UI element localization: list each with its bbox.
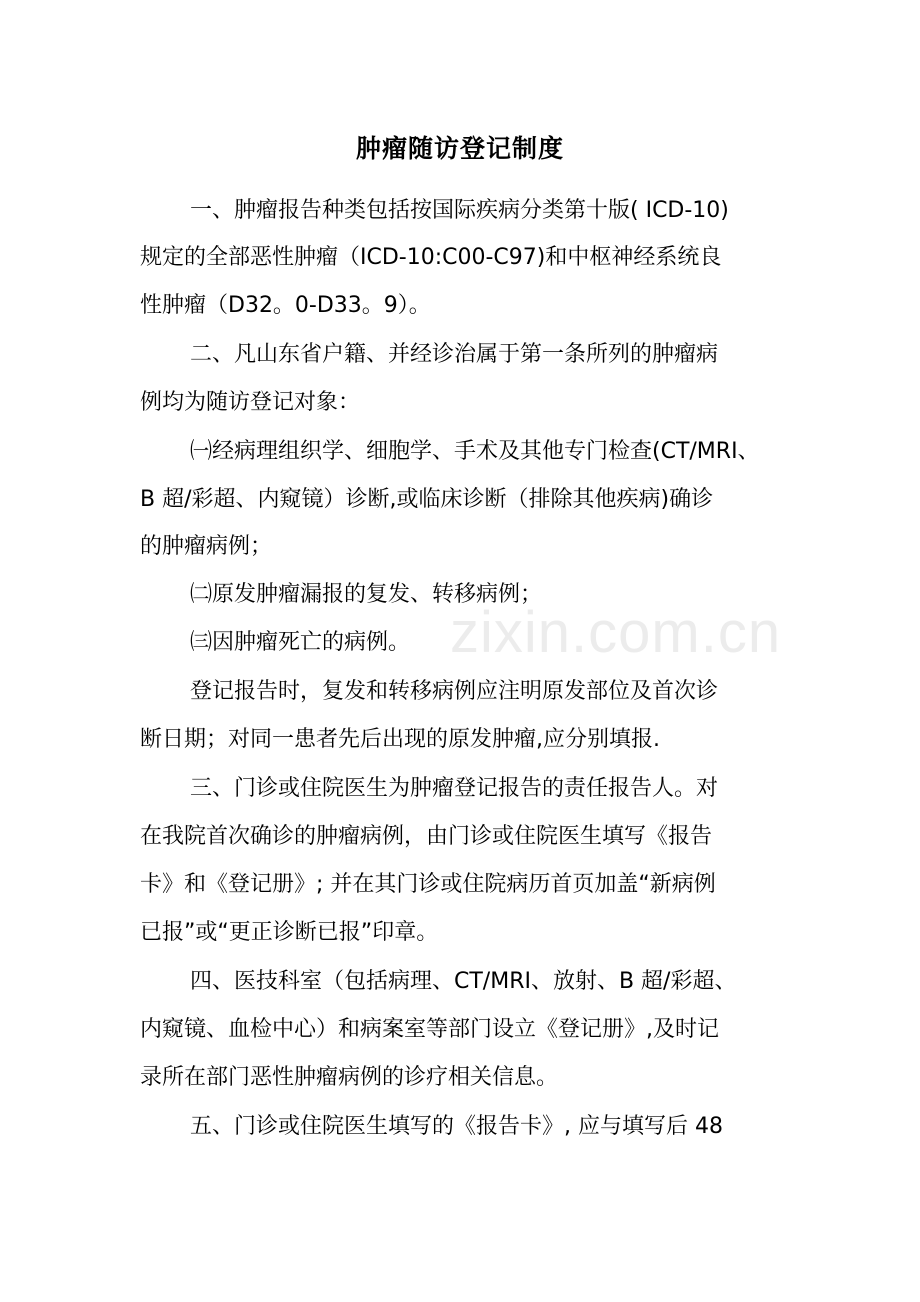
item-1-line-2: B 超/彩超、内窥镜）诊断,或临床诊断（排除其他疾病)确诊 (140, 487, 714, 512)
paragraph-4-line-3: 录所在部门恶性肿瘤病例的诊疗相关信息。 (140, 1065, 559, 1090)
paragraph-2-line-1: 二、凡山东省户籍、并经诊治属于第一条所列的肿瘤病 (190, 342, 719, 367)
item-3-line-1: ㈢因肿瘤死亡的病例。 (190, 630, 411, 655)
paragraph-1-line-3: 性肿瘤（D32。0-D33。9）。 (140, 293, 431, 318)
paragraph-5-line-1: 五、门诊或住院医生填写的《报告卡》, 应与填写后 48 (190, 1114, 723, 1139)
paragraph-3-line-2: 在我院首次确诊的肿瘤病例，由门诊或住院医生填写《报告 (140, 824, 713, 849)
item-1-line-1: ㈠经病理组织学、细胞学、手术及其他专门检查(CT/MRI、 (190, 439, 760, 464)
paragraph-1-line-1: 一、肿瘤报告种类包括按国际疾病分类第十版( ICD-10) (190, 198, 729, 223)
paragraph-3-line-4: 已报”或“更正诊断已报”印章。 (140, 920, 439, 945)
item-1-line-3: 的肿瘤病例； (140, 534, 273, 559)
paragraph-3-line-3: 卡》和《登记册》; 并在其门诊或住院病历首页加盖“新病例 (140, 872, 716, 897)
paragraph-3-line-1: 三、门诊或住院医生为肿瘤登记报告的责任报告人。对 (190, 776, 719, 801)
paragraph-1-line-2: 规定的全部恶性肿瘤（ICD-10:C00-C97)和中枢神经系统良 (140, 245, 722, 270)
document-title: 肿瘤随访登记制度 (355, 134, 564, 163)
paragraph-4-line-2: 内窥镜、血检中心）和病案室等部门设立《登记册》,及时记 (140, 1017, 719, 1042)
note-line-1: 登记报告时，复发和转移病例应注明原发部位及首次诊 (190, 679, 719, 704)
paragraph-2-line-2: 例均为随访登记对象： (140, 390, 361, 415)
note-line-2: 断日期；对同一患者先后出现的原发肿瘤,应分别填报. (140, 727, 660, 752)
item-2-line-1: ㈡原发肿瘤漏报的复发、转移病例； (190, 582, 543, 607)
paragraph-4-line-1: 四、医技科室（包括病理、CT/MRI、放射、B 超/彩超、 (190, 969, 737, 994)
watermark-text: zixin.com.cn (450, 600, 782, 665)
